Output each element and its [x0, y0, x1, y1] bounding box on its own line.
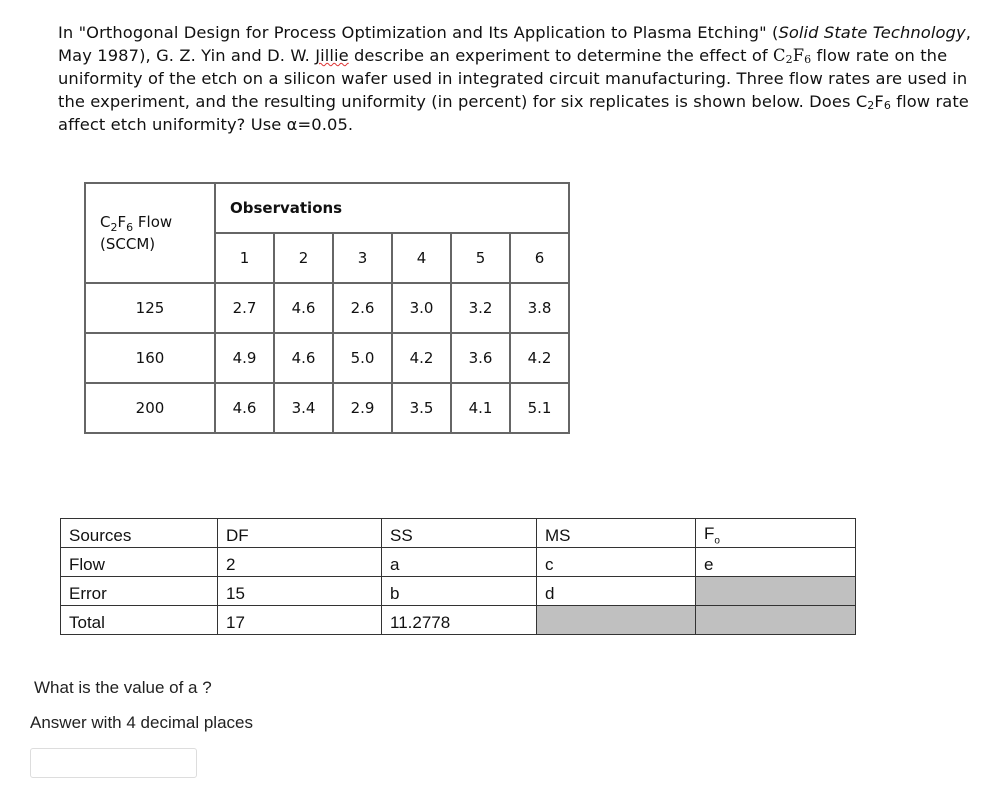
observations-table — [84, 182, 570, 434]
observation-value: 4.2 — [392, 333, 451, 383]
anova-cell-f0 — [696, 606, 856, 635]
answer-input[interactable] — [30, 748, 197, 778]
anova-cell-df: 15 — [218, 577, 382, 606]
flow-row — [85, 383, 569, 433]
observation-value: 2.9 — [333, 383, 392, 433]
anova-cell-ms: d — [537, 577, 696, 606]
anova-cell-source: Total — [61, 606, 218, 635]
anova-row — [61, 606, 856, 635]
flow-row — [85, 333, 569, 383]
replicate-number: 4 — [392, 233, 451, 283]
anova-cell-source: Error — [61, 577, 218, 606]
chemical-formula: $C_2F_6$ — [773, 46, 812, 66]
anova-cell-ms — [537, 606, 696, 635]
anova-row — [61, 577, 856, 606]
anova-cell-f0 — [696, 577, 856, 606]
observation-value: 2.6 — [333, 283, 392, 333]
header-df: DF — [218, 519, 382, 548]
observation-value: 4.6 — [274, 333, 333, 383]
observation-value: 4.2 — [510, 333, 569, 383]
anova-header-row — [61, 519, 856, 548]
problem-statement: In "Orthogonal Design for Process Optimization and Its Application to Plasma Etching" (Solid State Technology, May 1987), G. Z. Yin and D. W. Jillie describe an experiment to determine the effect of $C_2F_6$ flow rate on the uniformity of the etch on a silicon wafer used in integrated circuit manufacturing. Three flow rates are used in the experiment, and the resulting uniformity (in percent) for six replicates is shown below. Does $C_2F_6$ flow rate affect etch uniformity? Use α=0.05. — [58, 23, 971, 134]
header-ss: SS — [382, 519, 537, 548]
chemical-formula: $C_2F_6$ — [855, 92, 891, 112]
header-sources: Sources — [61, 519, 218, 548]
observation-value: 3.0 — [392, 283, 451, 333]
anova-cell-ms: c — [537, 548, 696, 577]
anova-cell-df: 17 — [218, 606, 382, 635]
anova-row — [61, 548, 856, 577]
observation-value: 3.2 — [451, 283, 510, 333]
flow-rate: 200 — [85, 383, 215, 433]
observation-value: 3.6 — [451, 333, 510, 383]
observation-value: 3.5 — [392, 383, 451, 433]
instruction-text: Answer with 4 decimal places — [30, 713, 253, 732]
observation-value: 3.8 — [510, 283, 569, 333]
header-f0: $F_o$ — [696, 519, 856, 548]
anova-cell-ss: b — [382, 577, 537, 606]
replicate-number: 2 — [274, 233, 333, 283]
observation-value: 2.7 — [215, 283, 274, 333]
header-ms: MS — [537, 519, 696, 548]
flow-rate: 160 — [85, 333, 215, 383]
anova-cell-f0: e — [696, 548, 856, 577]
anova-table — [60, 518, 856, 635]
replicate-number: 6 — [510, 233, 569, 283]
flow-row — [85, 283, 569, 333]
observations-header: Observations — [215, 183, 569, 233]
flow-rate: 125 — [85, 283, 215, 333]
spellcheck-flagged-word: Jillie — [315, 46, 349, 65]
observation-value: 5.1 — [510, 383, 569, 433]
observation-value: 5.0 — [333, 333, 392, 383]
observation-value: 4.6 — [215, 383, 274, 433]
anova-cell-source: Flow — [61, 548, 218, 577]
observation-value: 3.4 — [274, 383, 333, 433]
anova-cell-ss: 11.2778 — [382, 606, 537, 635]
journal-title: Solid State Technology — [778, 23, 966, 42]
anova-cell-ss: a — [382, 548, 537, 577]
flow-header: $C_2F_6$ Flow (SCCM) — [85, 183, 215, 283]
replicate-number: 1 — [215, 233, 274, 283]
replicate-number: 5 — [451, 233, 510, 283]
observation-value: 4.1 — [451, 383, 510, 433]
observation-value: 4.9 — [215, 333, 274, 383]
question-text: What is the value of a ? — [34, 678, 212, 697]
anova-cell-df: 2 — [218, 548, 382, 577]
observation-value: 4.6 — [274, 283, 333, 333]
replicate-number: 3 — [333, 233, 392, 283]
